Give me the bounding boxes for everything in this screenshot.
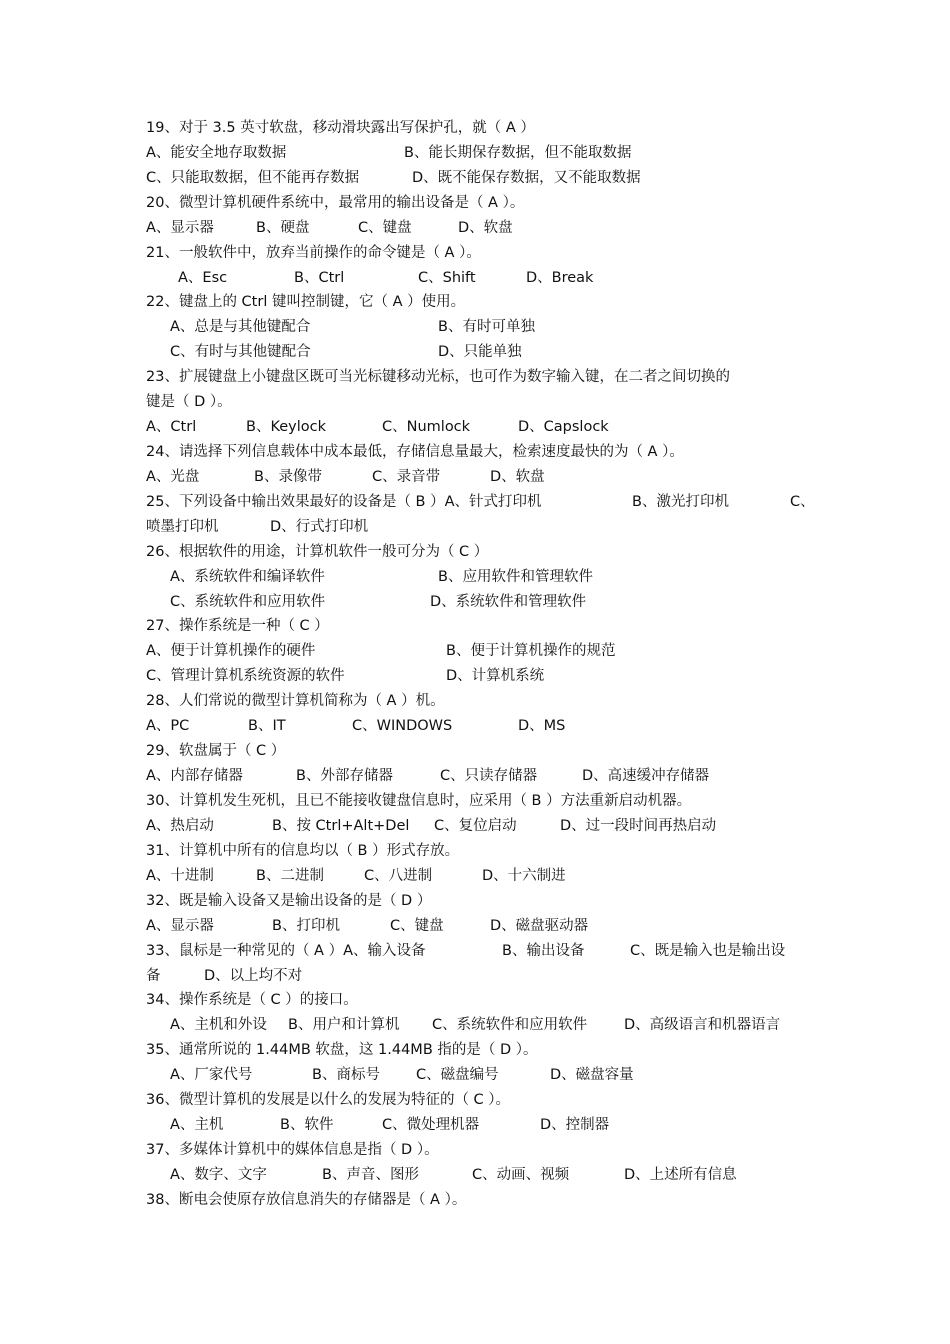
option-c: C、键盘: [390, 918, 444, 934]
option-b: B、硬盘: [256, 220, 310, 236]
question-23-cont: 键是（ D ）。: [146, 394, 232, 410]
question-34: 34、操作系统是（ C ）的接口。: [146, 992, 358, 1008]
option-a: A、数字、文字: [170, 1167, 267, 1183]
option-d: D、软盘: [490, 469, 545, 485]
option-a: A、总是与其他键配合: [170, 319, 311, 335]
question-24: 24、请选择下列信息载体中成本最低，存储信息量最大，检索速度最快的为（ A ）。: [146, 444, 684, 460]
option-d: D、上述所有信息: [624, 1167, 737, 1183]
option-d: D、以上均不对: [204, 968, 303, 984]
option-d: D、系统软件和管理软件: [430, 594, 587, 610]
option-d: D、Break: [526, 270, 594, 286]
option-a: A、十进制: [146, 868, 214, 884]
option-a: A、系统软件和编译软件: [170, 569, 325, 585]
option-d: D、计算机系统: [446, 668, 545, 684]
option-c: C、微处理机器: [382, 1117, 480, 1133]
option-d: D、高级语言和机器语言: [624, 1017, 781, 1033]
option-d: D、只能单独: [438, 344, 522, 360]
question-26: 26、根据软件的用途，计算机软件一般可分为（ C ）: [146, 544, 489, 560]
option-d: D、磁盘容量: [550, 1067, 634, 1083]
question-29: 29、软盘属于（ C ）: [146, 743, 286, 759]
option-b: B、商标号: [312, 1067, 380, 1083]
option-a: A、Ctrl: [146, 419, 197, 435]
option-b: B、便于计算机操作的规范: [446, 643, 616, 659]
option-d: D、Capslock: [518, 419, 609, 435]
question-37: 37、多媒体计算机中的媒体信息是指（ D ）。: [146, 1142, 439, 1158]
question-25-text: 25、下列设备中输出效果最好的设备是（ B ）A、针式打印机: [146, 494, 542, 510]
question-35: 35、通常所说的 1.44MB 软盘，这 1.44MB 指的是（ D ）。: [146, 1042, 538, 1058]
question-20: 20、微型计算机硬件系统中，最常用的输出设备是（ A ）。: [146, 195, 525, 211]
option-a: A、厂家代号: [170, 1067, 253, 1083]
question-19: 19、对于 3.5 英寸软盘，移动滑块露出写保护孔，就（ A ）: [146, 120, 535, 136]
option-c: C、管理计算机系统资源的软件: [146, 668, 345, 684]
option-c: C、Numlock: [382, 419, 471, 435]
option-a: A、Esc: [178, 270, 228, 286]
option-a: A、PC: [146, 718, 190, 734]
question-28: 28、人们常说的微型计算机简称为（ A ）机。: [146, 693, 445, 709]
option-d: D、MS: [518, 718, 566, 734]
option-d: D、既不能保存数据，又不能取数据: [412, 170, 641, 186]
option-b: B、打印机: [272, 918, 340, 934]
option-d: D、过一段时间再热启动: [560, 818, 717, 834]
option-b: B、二进制: [256, 868, 324, 884]
option-a: A、光盘: [146, 469, 200, 485]
option-b: B、激光打印机: [632, 494, 729, 510]
option-a: A、便于计算机操作的硬件: [146, 643, 316, 659]
option-d: D、控制器: [540, 1117, 610, 1133]
question-27: 27、操作系统是一种（ C ）: [146, 618, 329, 634]
option-c: C、系统软件和应用软件: [170, 594, 326, 610]
option-b: B、Keylock: [246, 419, 327, 435]
option-a: A、热启动: [146, 818, 214, 834]
option-b: B、按 Ctrl+Alt+Del: [272, 818, 410, 834]
option-b: B、用户和计算机: [288, 1017, 400, 1033]
option-d: D、软盘: [458, 220, 513, 236]
question-21: 21、一般软件中，放弃当前操作的命令键是（ A ）。: [146, 245, 481, 261]
option-b: B、应用软件和管理软件: [438, 569, 593, 585]
question-22: 22、键盘上的 Ctrl 键叫控制键，它（ A ）使用。: [146, 294, 466, 310]
question-36: 36、微型计算机的发展是以什么的发展为特征的（ C ）。: [146, 1092, 511, 1108]
option-c: C、键盘: [358, 220, 412, 236]
option-a: A、能安全地存取数据: [146, 145, 287, 161]
option-c: C、Shift: [418, 270, 476, 286]
option-c: C、系统软件和应用软件: [432, 1017, 588, 1033]
question-30: 30、计算机发生死机，且已不能接收键盘信息时，应采用（ B ）方法重新启动机器。: [146, 793, 692, 809]
option-d: D、十六制进: [482, 868, 566, 884]
option-c: C、只读存储器: [440, 768, 538, 784]
option-c: C、录音带: [372, 469, 441, 485]
question-23: 23、扩展键盘上小键盘区既可当光标键移动光标，也可作为数字输入键，在二者之间切换的: [146, 369, 730, 385]
option-b: B、能长期保存数据，但不能取数据: [404, 145, 632, 161]
option-b: B、IT: [248, 718, 286, 734]
option-a: A、主机: [170, 1117, 224, 1133]
option-c: C、复位启动: [434, 818, 517, 834]
option-a: A、显示器: [146, 220, 214, 236]
question-38: 38、断电会使原存放信息消失的存储器是（ A ）。: [146, 1192, 467, 1208]
option-c-cont: 备: [146, 968, 161, 984]
option-b: B、Ctrl: [294, 270, 345, 286]
option-c: C、动画、视频: [472, 1167, 570, 1183]
question-31: 31、计算机中所有的信息均以（ B ）形式存放。: [146, 843, 460, 859]
option-a: A、主机和外设: [170, 1017, 267, 1033]
option-b: B、有时可单独: [438, 319, 535, 335]
option-d: D、磁盘驱动器: [490, 918, 589, 934]
option-c: C、有时与其他键配合: [170, 344, 311, 360]
option-b: B、软件: [280, 1117, 334, 1133]
option-c: C、WINDOWS: [352, 718, 453, 734]
option-a: A、显示器: [146, 918, 214, 934]
option-b: B、输出设备: [502, 943, 585, 959]
option-c-cont: 喷墨打印机: [146, 519, 219, 535]
option-b: B、录像带: [254, 469, 322, 485]
question-32: 32、既是输入设备又是输出设备的是（ D ）: [146, 893, 432, 909]
option-c: C、: [790, 494, 815, 510]
option-b: B、外部存储器: [296, 768, 393, 784]
option-d: D、行式打印机: [270, 519, 369, 535]
option-a: A、内部存储器: [146, 768, 243, 784]
option-d: D、高速缓冲存储器: [582, 768, 710, 784]
option-c: C、八进制: [364, 868, 433, 884]
question-33-text: 33、鼠标是一种常见的（ A ）A、输入设备: [146, 943, 426, 959]
option-b: B、声音、图形: [322, 1167, 419, 1183]
option-c: C、磁盘编号: [416, 1067, 499, 1083]
option-c: C、只能取数据，但不能再存数据: [146, 170, 360, 186]
option-c: C、既是输入也是输出设: [630, 943, 786, 959]
